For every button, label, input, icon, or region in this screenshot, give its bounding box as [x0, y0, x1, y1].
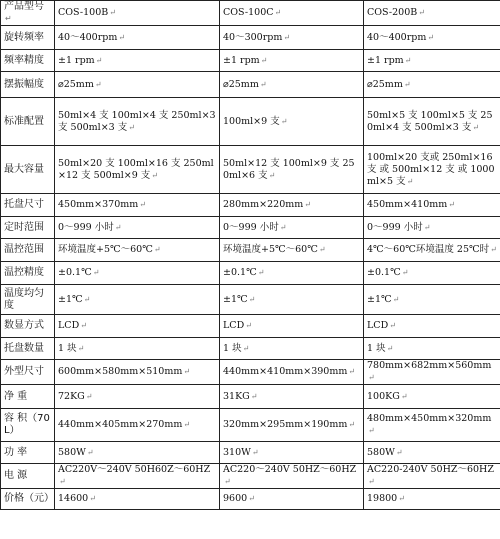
model-cell: COS-200B↵	[364, 1, 500, 26]
return-mark-icon: ↵	[251, 447, 259, 457]
value-cell: ±1 rpm↵	[220, 50, 364, 72]
value-cell: ±0.1℃↵	[55, 262, 220, 285]
value-cell: ±1℃↵	[220, 285, 364, 315]
value-cell: 1 块↵	[364, 338, 500, 360]
value-cell: 0～999 小时↵	[220, 217, 364, 239]
row-label: 标准配置	[1, 98, 55, 146]
value-cell: 780mm×682mm×560mm↵	[364, 360, 500, 385]
return-mark-icon: ↵	[268, 170, 276, 180]
row-volume	[1, 409, 500, 442]
row-outer-size	[1, 360, 500, 385]
model-cell: COS-100C↵	[220, 1, 364, 26]
return-mark-icon: ↵	[183, 367, 191, 376]
row-label: 外型尺寸	[1, 360, 55, 385]
row-label: 摆振幅度	[1, 72, 55, 98]
row-price	[1, 489, 500, 510]
return-mark-icon: ↵	[245, 321, 252, 330]
return-mark-icon: ↵	[398, 494, 405, 503]
value-cell: 40～400rpm↵	[55, 26, 220, 50]
return-mark-icon: ↵	[392, 294, 400, 304]
return-mark-icon: ↵	[257, 268, 265, 277]
row-temp-accuracy	[1, 262, 500, 285]
return-mark-icon: ↵	[274, 8, 282, 17]
row-standard-config	[1, 98, 500, 146]
value-cell: 0～999 小时↵	[55, 217, 220, 239]
return-mark-icon: ↵	[183, 420, 191, 429]
return-mark-icon: ↵	[368, 373, 375, 382]
return-mark-icon: ↵	[80, 321, 87, 330]
row-label: 托盘尺寸	[1, 194, 55, 217]
row-label: 数显方式	[1, 315, 55, 338]
value-cell: 50ml×20 支 100ml×16 支 250ml ×12 支 500ml×9 支↵	[55, 146, 220, 194]
value-cell: 环境温度+5℃～60℃↵	[220, 239, 364, 262]
value-cell: 40～300rpm↵	[220, 26, 364, 50]
value-cell: 50ml×5 支 100ml×5 支 250ml×4 支 500ml×3 支↵	[364, 98, 500, 146]
return-mark-icon: ↵	[95, 55, 103, 65]
value-cell: 280mm×220mm↵	[220, 194, 364, 217]
return-mark-icon: ↵	[472, 122, 480, 132]
return-mark-icon: ↵	[348, 367, 356, 376]
model-cell: COS-100B↵	[55, 1, 220, 26]
value-cell: 450mm×410mm↵	[364, 194, 500, 217]
value-cell: AC220-240V 50HZ～60HZ↵	[364, 464, 500, 489]
row-frequency-accuracy	[1, 50, 500, 72]
return-mark-icon: ↵	[153, 245, 161, 254]
value-cell: 440mm×405mm×270mm↵	[55, 409, 220, 442]
return-mark-icon: ↵	[94, 79, 102, 89]
return-mark-icon: ↵	[490, 245, 497, 254]
value-cell: 1 块↵	[55, 338, 220, 360]
header-row	[1, 1, 500, 26]
return-mark-icon: ↵	[368, 426, 375, 435]
row-label: 容 积（70L）	[1, 409, 55, 442]
return-mark-icon: ↵	[448, 200, 455, 209]
value-cell: 580W↵	[55, 442, 220, 464]
value-cell: 320mm×295mm×190mm↵	[220, 409, 364, 442]
return-mark-icon: ↵	[224, 477, 231, 486]
value-cell: ⌀25mm↵	[55, 72, 220, 98]
value-cell: 310W↵	[220, 442, 364, 464]
value-cell: 4℃～60℃环境温度 25℃时↵	[364, 239, 500, 262]
return-mark-icon: ↵	[389, 321, 396, 330]
row-label: 价格（元）	[1, 489, 55, 510]
return-mark-icon: ↵	[401, 268, 409, 277]
value-cell: ±1 rpm↵	[364, 50, 500, 72]
value-cell: 31KG↵	[220, 385, 364, 409]
return-mark-icon: ↵	[406, 176, 414, 186]
row-net-weight	[1, 385, 500, 409]
return-mark-icon: ↵	[89, 494, 96, 503]
value-cell: 19800↵	[364, 489, 500, 510]
return-mark-icon: ↵	[404, 55, 412, 65]
return-mark-icon: ↵	[403, 79, 411, 89]
value-cell: 580W↵	[364, 442, 500, 464]
return-mark-icon: ↵	[118, 32, 126, 42]
value-cell: LCD↵	[364, 315, 500, 338]
value-cell: AC220～240V 50HZ～60HZ↵	[220, 464, 364, 489]
row-label: 旋转频率	[1, 26, 55, 50]
return-mark-icon: ↵	[259, 79, 267, 89]
return-mark-icon: ↵	[423, 222, 431, 232]
value-cell: 440mm×410mm×390mm↵	[220, 360, 364, 385]
return-mark-icon: ↵	[109, 8, 116, 17]
return-mark-icon: ↵	[260, 55, 268, 65]
row-label: 频率精度	[1, 50, 55, 72]
value-cell: ±1℃↵	[55, 285, 220, 315]
return-mark-icon: ↵	[318, 245, 326, 254]
return-mark-icon: ↵	[242, 343, 250, 353]
return-mark-icon: ↵	[418, 8, 425, 17]
row-label: 定时范围	[1, 217, 55, 239]
value-cell: ⌀25mm↵	[364, 72, 500, 98]
return-mark-icon: ↵	[386, 343, 394, 353]
value-cell: ±1℃↵	[364, 285, 500, 315]
row-label: 功 率	[1, 442, 55, 464]
return-mark-icon: ↵	[114, 222, 122, 232]
row-label: 净 重	[1, 385, 55, 409]
value-cell: LCD↵	[55, 315, 220, 338]
row-rotation-frequency	[1, 26, 500, 50]
return-mark-icon: ↵	[139, 200, 146, 209]
return-mark-icon: ↵	[427, 32, 435, 42]
value-cell: LCD↵	[220, 315, 364, 338]
value-cell: 环境温度+5℃～60℃↵	[55, 239, 220, 262]
value-cell: 0～999 小时↵	[364, 217, 500, 239]
value-cell: 1 块↵	[220, 338, 364, 360]
value-cell: 14600↵	[55, 489, 220, 510]
value-cell: 50ml×4 支 100ml×4 支 250ml×3 支 500ml×3 支↵	[55, 98, 220, 146]
row-timer-range	[1, 217, 500, 239]
value-cell: ±0.1℃↵	[364, 262, 500, 285]
return-mark-icon: ↵	[248, 494, 255, 503]
row-label: 托盘数量	[1, 338, 55, 360]
row-max-capacity	[1, 146, 500, 194]
return-mark-icon: ↵	[248, 294, 256, 304]
return-mark-icon: ↵	[5, 14, 12, 23]
row-label: 最大容量	[1, 146, 55, 194]
return-mark-icon: ↵	[59, 477, 66, 486]
row-amplitude	[1, 72, 500, 98]
value-cell: 100ml×9 支↵	[220, 98, 364, 146]
value-cell: 100ml×20 支或 250ml×16 支 或 500ml×12 支 或 1000ml×5 支↵	[364, 146, 500, 194]
row-power-supply	[1, 464, 500, 489]
value-cell: 50ml×12 支 100ml×9 支 250ml×6 支↵	[220, 146, 364, 194]
value-cell: 600mm×580mm×510mm↵	[55, 360, 220, 385]
return-mark-icon: ↵	[86, 447, 94, 457]
return-mark-icon: ↵	[128, 122, 135, 132]
return-mark-icon: ↵	[77, 343, 85, 353]
value-cell: ±0.1℃↵	[220, 262, 364, 285]
return-mark-icon: ↵	[368, 477, 375, 486]
return-mark-icon: ↵	[280, 116, 288, 126]
value-cell: 72KG↵	[55, 385, 220, 409]
value-cell: ±1 rpm↵	[55, 50, 220, 72]
return-mark-icon: ↵	[92, 268, 100, 277]
return-mark-icon: ↵	[151, 170, 158, 180]
value-cell: 9600↵	[220, 489, 364, 510]
return-mark-icon: ↵	[395, 447, 403, 457]
row-tray-size	[1, 194, 500, 217]
return-mark-icon: ↵	[85, 391, 93, 401]
row-tray-count	[1, 338, 500, 360]
row-temp-range	[1, 239, 500, 262]
row-temp-uniformity	[1, 285, 500, 315]
row-display-mode	[1, 315, 500, 338]
row-label: 电 源	[1, 464, 55, 489]
return-mark-icon: ↵	[279, 222, 287, 232]
row-label: 温度均匀度	[1, 285, 55, 315]
value-cell: AC220V～240V 50H60Z～60HZ↵	[55, 464, 220, 489]
return-mark-icon: ↵	[250, 391, 258, 401]
return-mark-icon: ↵	[283, 32, 291, 42]
return-mark-icon: ↵	[400, 391, 408, 401]
row-power	[1, 442, 500, 464]
return-mark-icon: ↵	[304, 200, 311, 209]
row-label: 温控范围	[1, 239, 55, 262]
return-mark-icon: ↵	[83, 294, 91, 304]
value-cell: ⌀25mm↵	[220, 72, 364, 98]
value-cell: 100KG↵	[364, 385, 500, 409]
value-cell: 40～400rpm↵	[364, 26, 500, 50]
row-label: 温控精度	[1, 262, 55, 285]
value-cell: 480mm×450mm×320mm↵	[364, 409, 500, 442]
return-mark-icon: ↵	[348, 420, 356, 429]
header-label: 产品型号↵	[1, 1, 55, 26]
value-cell: 450mm×370mm↵	[55, 194, 220, 217]
